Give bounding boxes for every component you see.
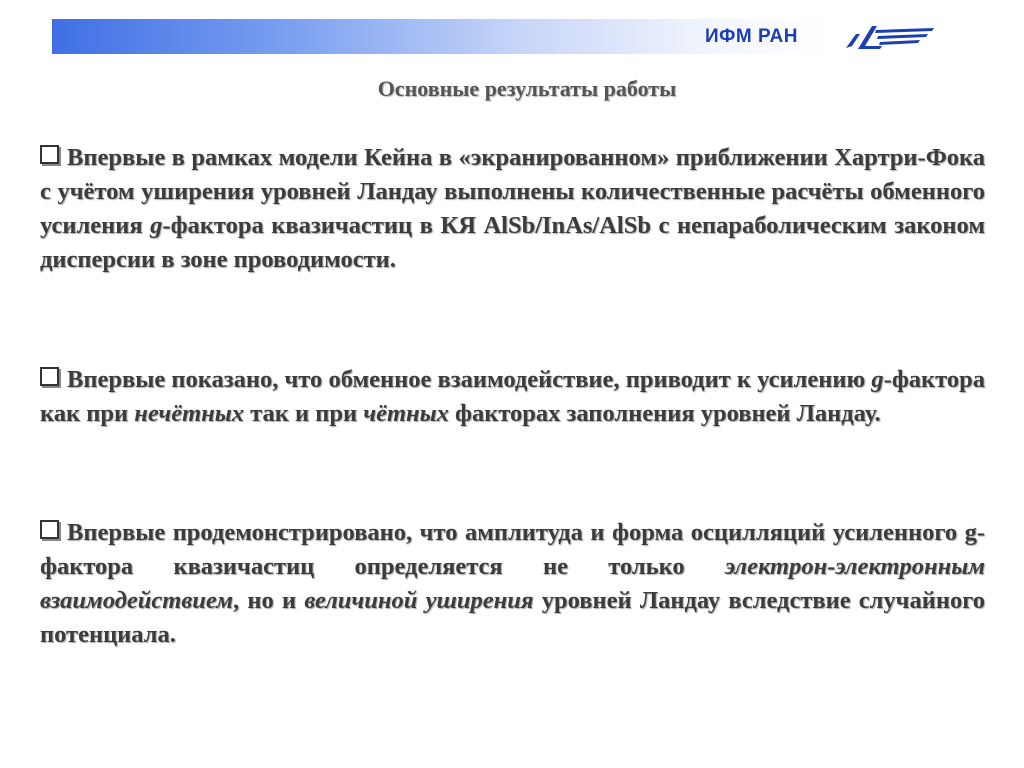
result-item-3 <box>40 516 985 652</box>
text-part-italic: g <box>150 212 163 239</box>
text-part-italic: электрон-электронным взаимодействием <box>40 553 985 614</box>
text-part: , но и <box>232 587 305 614</box>
text-part: так и при <box>244 400 364 427</box>
text-part: факторах заполнения уровней Ландау. <box>448 400 881 427</box>
org-name: ИФМ РАН <box>705 26 798 47</box>
text-part-italic: нечётных <box>134 400 245 427</box>
result-item-2 <box>40 363 985 431</box>
page-title: Основные результаты работы <box>377 76 677 101</box>
checkbox-bullet-icon <box>40 520 59 539</box>
checkbox-bullet-icon <box>40 145 59 164</box>
institute-logo-icon <box>842 22 936 52</box>
result-item-1 <box>40 141 985 277</box>
text-part-italic: чётных <box>363 400 449 427</box>
checkbox-bullet-icon <box>40 367 59 386</box>
text-part: Впервые продемонстрировано, что амплитуда и форма осцилляций усиленного g-фактора квазичастиц определяется не только <box>40 519 985 580</box>
text-part: Впервые показано, что обменное взаимодействие, приводит к усилению <box>67 366 872 393</box>
text-part: -фактора как при <box>40 366 985 427</box>
text-part-italic: величиной уширения <box>304 587 534 614</box>
text-part: уровней Ландау вследствие случайного потенциала. <box>40 587 985 648</box>
text-part: -фактора квазичастиц в КЯ AlSb/InAs/AlSb с непараболическим законом дисперсии в зоне проводимости. <box>40 212 986 273</box>
text-part: Впервые в рамках модели Кейна в «экранированном» приближении Хартри-Фока с учётом уширения уровней Ландау выполнены количественные расчёты обменного усиления <box>40 144 985 239</box>
text-part-italic: g <box>871 366 884 393</box>
